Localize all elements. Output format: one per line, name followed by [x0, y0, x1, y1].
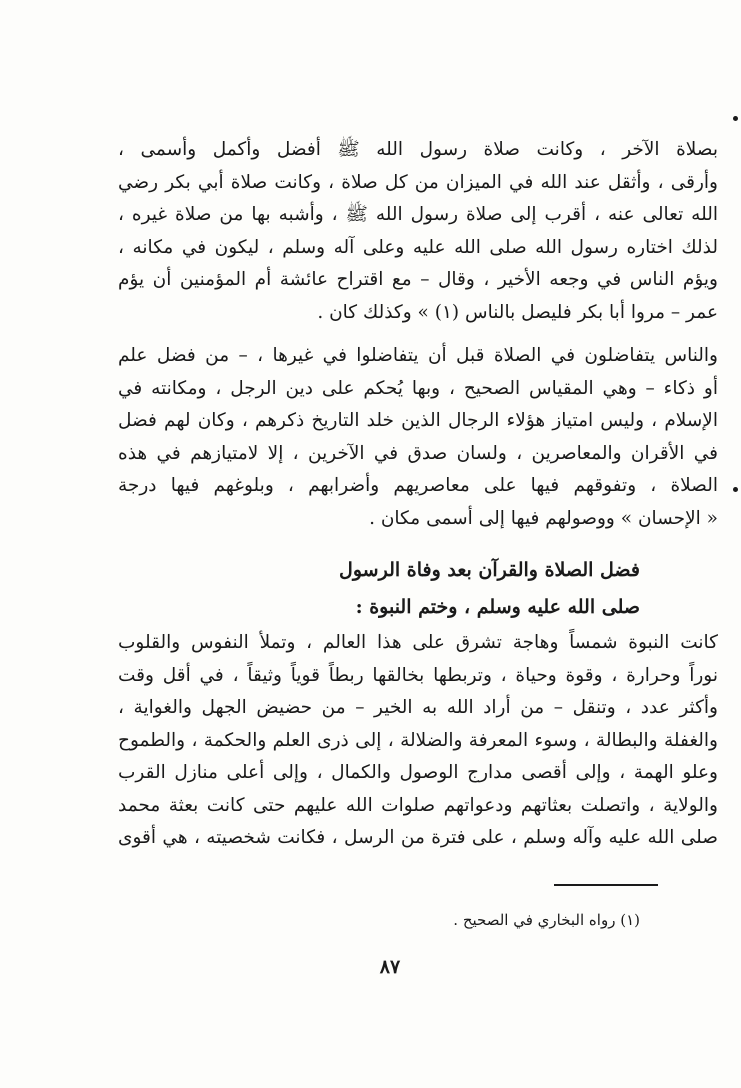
text-line: أو ذكاء – وهي المقياس الصحيح ، وبها يُحكم على دين الرجل ، ومكانته في	[118, 377, 718, 399]
text-line: وأرقى ، وأثقل عند الله في الميزان من كل صلاة ، وكانت صلاة أبي بكر رضي	[118, 171, 718, 193]
text-line: ويؤم الناس في وجعه الأخير ، وقال – مع اقتراح عائشة أم المؤمنين أن يؤم	[118, 269, 718, 290]
text-line: « الإحسان » ووصولهم فيها إلى أسمى مكان .	[369, 507, 718, 529]
margin-mark	[733, 116, 738, 121]
text-line: لذلك اختاره رسول الله صلى الله عليه وعلى آله وسلم ، ليكون في مكانه ،	[118, 236, 718, 258]
text-line: عمر – مروا أبا بكر فليصل بالناس (١) » وكذلك كان .	[317, 301, 718, 323]
section-heading-subtitle: صلى الله عليه وسلم ، وختم النبوة :	[355, 596, 640, 618]
text-line: والناس يتفاضلون في الصلاة قبل أن يتفاضلوا في غيرها ، – من فضل علم	[118, 345, 718, 366]
text-line: في الأقران والمعاصرين ، ولسان صدق في الآخرين ، إلا لامتيازهم في هذه	[118, 442, 718, 464]
text-line: بصلاة الآخر ، وكانت صلاة رسول الله ﷺ أفضل وأكمل وأسمى ،	[118, 139, 718, 160]
page-number: ٨٧	[379, 956, 401, 978]
text-line: وعلو الهمة ، وإلى أقصى مدارج الوصول والكمال ، وإلى أعلى منازل القرب	[118, 762, 718, 783]
text-line: الله تعالى عنه ، أقرب إلى صلاة رسول الله ﷺ ، وأشبه بها من صلاة غيره ،	[118, 204, 718, 225]
section-heading: فضل الصلاة والقرآن بعد وفاة الرسول	[339, 559, 640, 581]
text-line: والولاية ، واتصلت بعثاتهم ودعواتهم صلوات الله عليهم حتى كانت بعثة محمد	[118, 794, 718, 816]
text-line: الإسلام ، وليس امتياز هؤلاء الرجال الذين خلد التاريخ ذكرهم ، وكان لهم فضل	[118, 410, 718, 431]
text-line: وأكثر عدد ، وتنقل – من أراد الله به الخير – من حضيض الجهل والغواية ،	[118, 697, 718, 718]
paragraph-1	[118, 134, 718, 329]
footnote-divider	[554, 884, 658, 886]
text-line: الصلاة ، وتفوقهم فيها على معاصريهم وأضرابهم ، وبلوغهم فيها درجة	[118, 475, 718, 496]
footnote: (١) رواه البخاري في الصحيح .	[453, 911, 640, 929]
text-line: نوراً وحرارة ، وقوة وحياة ، وتربطها بخالقها ربطاً قوياً وثيقاً ، في أقل وقت	[118, 664, 718, 686]
text-line: والغفلة والبطالة ، وسوء المعرفة والضلالة ، إلى ذرى العلم والحكمة ، والطموح	[118, 729, 718, 751]
paragraph-3	[118, 627, 718, 855]
paragraph-2	[118, 340, 718, 535]
text-line: كانت النبوة شمساً وهاجة تشرق على هذا العالم ، وتملأ النفوس والقلوب	[118, 632, 718, 653]
margin-mark	[733, 487, 738, 492]
text-line: صلى الله عليه وآله وسلم ، على فترة من الرسل ، فكانت شخصيته ، هي أقوى	[118, 827, 718, 848]
